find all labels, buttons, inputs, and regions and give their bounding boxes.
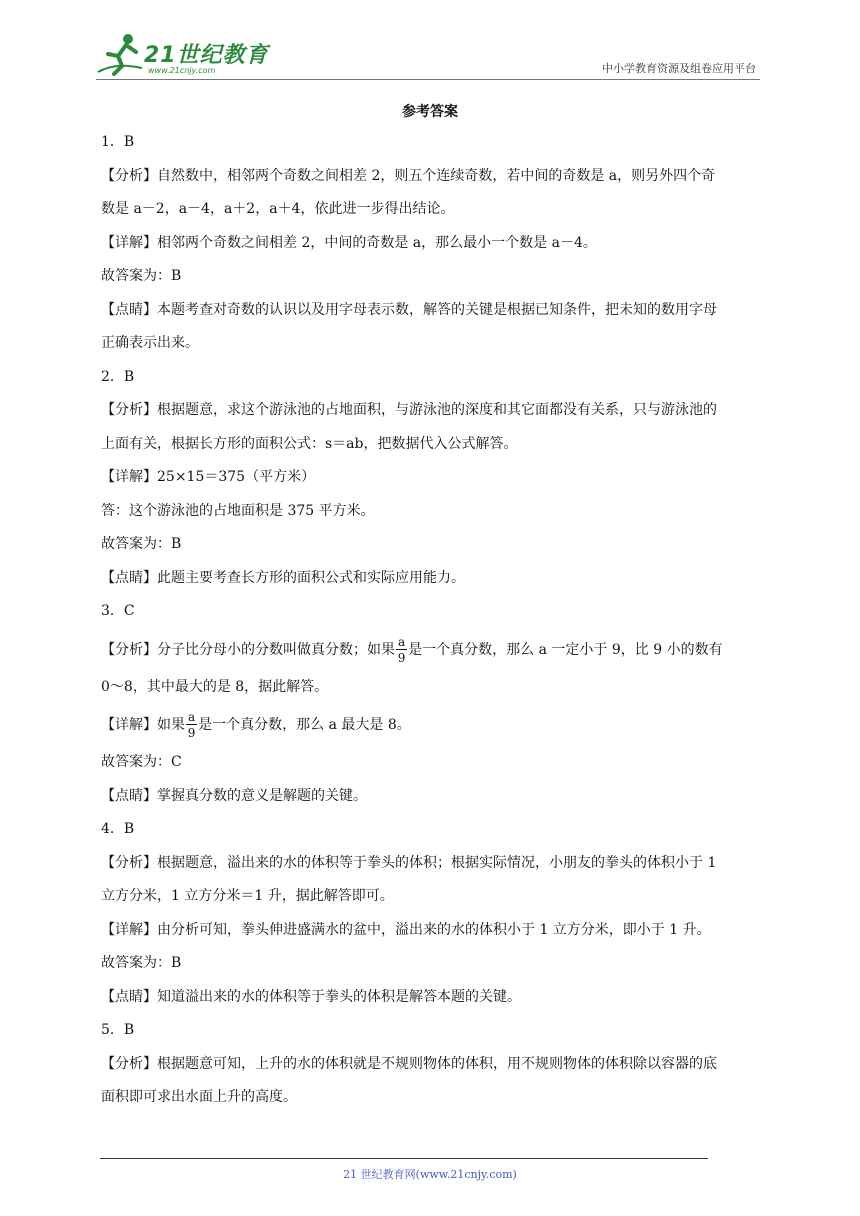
comment-line: 【点睛】知道溢出来的水的体积等于拳头的体积是解答本题的关键。 [101, 988, 521, 1005]
analysis-line: 数是 a－2，a－4，a＋2，a＋4，依此进一步得出结论。 [101, 201, 455, 217]
analysis-text: 是一个真分数，那么 a 一定小于 9，比 9 小的数有 [408, 641, 723, 658]
answer-3-heading: 3．C [101, 603, 135, 619]
analysis-line [101, 629, 765, 671]
answer-line: 故答案为：B [101, 268, 182, 284]
fraction-denominator: 9 [397, 650, 406, 665]
comment-line: 正确表示出来。 [101, 335, 199, 351]
footer-divider [100, 1158, 708, 1159]
answer-1-heading: 1．B [101, 134, 135, 150]
analysis-line: 【分析】自然数中，相邻两个奇数之间相差 2，则五个连续奇数，若中间的奇数是 a，则另外四个奇 [101, 167, 716, 184]
analysis-text: 【分析】分子比分母小的分数叫做真分数；如果 [101, 641, 395, 658]
detail-text: 【详解】如果 [101, 717, 185, 733]
logo-url: www.21cnjy.com [148, 66, 216, 75]
fraction-numerator: a [188, 710, 196, 724]
fraction-a-over-9 [396, 636, 407, 664]
detail-line: 【详解】相邻两个奇数之间相差 2，中间的奇数是 a，那么最小一个数是 a－4。 [101, 234, 597, 251]
logo [96, 32, 269, 78]
header-tagline: 中小学教育资源及组卷应用平台 [602, 62, 756, 75]
detail-line: 答：这个游泳池的占地面积是 375 平方米。 [101, 502, 375, 519]
header-divider [96, 79, 760, 80]
page-footer: 21 世纪教育网(www.21cnjy.com) [343, 1168, 517, 1181]
fraction-a-over-9 [186, 711, 197, 739]
answer-5-heading: 5．B [101, 1022, 135, 1038]
detail-line: 【详解】25×15＝375（平方米） [101, 469, 316, 485]
fraction-denominator: 9 [187, 726, 196, 740]
analysis-line: 【分析】根据题意，溢出来的水的体积等于拳头的体积；根据实际情况，小朋友的拳头的体积小于 1 [101, 854, 717, 871]
analysis-line: 面积即可求出水面上升的高度。 [101, 1089, 297, 1105]
answer-line: 故答案为：B [101, 536, 182, 552]
answer-2-heading: 2．B [101, 368, 135, 385]
comment-line: 【点睛】此题主要考查长方形的面积公式和实际应用能力。 [101, 569, 465, 586]
detail-line [101, 704, 765, 746]
analysis-line: 上面有关，根据长方形的面积公式：s＝ab，把数据代入公式解答。 [101, 435, 518, 452]
answer-line: 故答案为：B [101, 955, 182, 971]
page-title: 参考答案 [402, 104, 458, 120]
logo-name: 21世纪教育 [144, 43, 269, 68]
comment-line: 【点睛】本题考查对奇数的认识以及用字母表示数，解答的关键是根据已知条件，把未知的数用字母 [101, 301, 717, 318]
detail-text: 是一个真分数，那么 a 最大是 8。 [198, 717, 411, 733]
analysis-line: 立方分米，1 立方分米＝1 升，据此解答即可。 [101, 888, 394, 904]
analysis-line: 【分析】根据题意可知，上升的水的体积就是不规则物体的体积，用不规则物体的体积除以容器的底 [101, 1055, 717, 1072]
comment-line: 【点睛】掌握真分数的意义是解题的关键。 [101, 787, 367, 804]
fraction-numerator: a [398, 634, 406, 649]
analysis-line: 0～8，其中最大的是 8，据此解答。 [101, 678, 329, 695]
analysis-line: 【分析】根据题意，求这个游泳池的占地面积，与游泳池的深度和其它面都没有关系，只与游泳池的 [101, 402, 717, 418]
detail-line: 【详解】由分析可知，拳头伸进盛满水的盆中，溢出来的水的体积小于 1 立方分米，即小于 1 升。 [101, 921, 711, 938]
runner-logo-icon [96, 32, 144, 78]
page-header [96, 30, 760, 80]
answer-line: 故答案为：C [101, 754, 182, 770]
answer-content [101, 126, 765, 1115]
answer-4-heading: 4．B [101, 821, 135, 837]
